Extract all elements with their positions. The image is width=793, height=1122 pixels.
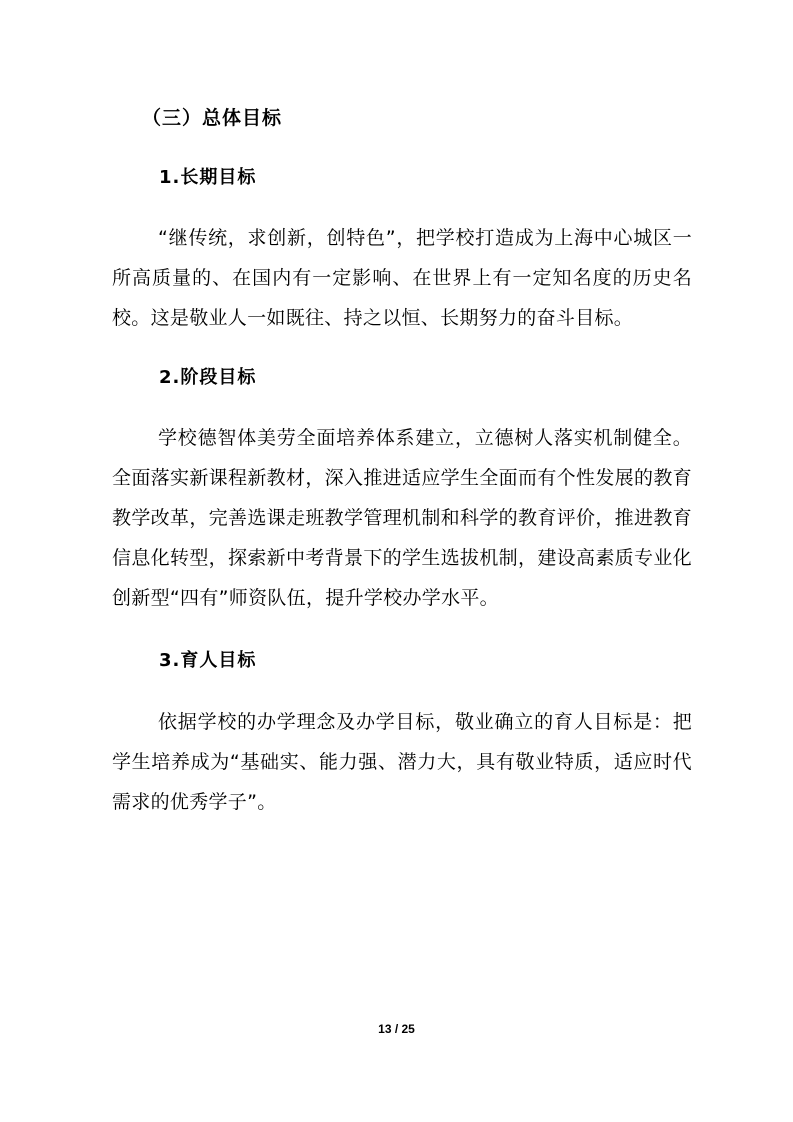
- page-number: 13 / 25: [378, 1022, 415, 1036]
- subsection-heading-education: 3.育人目标: [159, 650, 257, 671]
- paragraph-education: 依据学校的办学理念及办学目标，敬业确立的育人目标是：把学生培养成为“基础实、能力强、潜力大，具有敬业特质，适应时代需求的优秀学子”。: [112, 711, 692, 813]
- paragraph-long-term: “继传统，求创新，创特色”，把学校打造成为上海中心城区一所高质量的、在国内有一定影响、在世界上有一定知名度的历史名校。这是敬业人一如既往、持之以恒、长期努力的奋斗目标。: [112, 227, 692, 329]
- subsection-heading-stage: 2.阶段目标: [159, 367, 257, 388]
- subsection-heading-long-term: 1.长期目标: [159, 167, 257, 188]
- paragraph-stage: 学校德智体美劳全面培养体系建立，立德树人落实机制健全。全面落实新课程新教材，深入推进适应学生全面而有个性发展的教育教学改革，完善选课走班教学管理机制和科学的教育评价，推进教育信息化转型，探索新中考背景下的学生选拔机制，建设高素质专业化创新型“四有”师资队伍，提升学校办学水平。: [112, 427, 692, 609]
- section-heading: （三）总体目标: [142, 107, 283, 129]
